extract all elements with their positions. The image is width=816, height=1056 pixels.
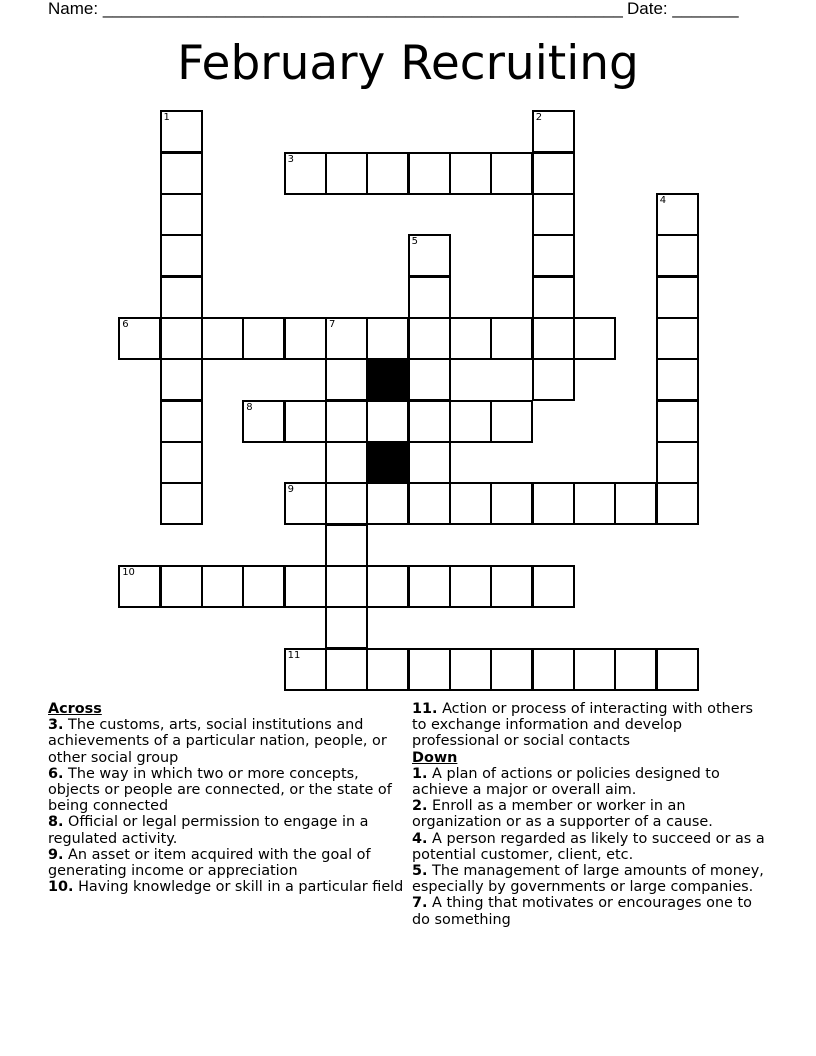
letter-cell[interactable] xyxy=(160,193,203,236)
letter-cell[interactable] xyxy=(656,193,699,236)
letter-cell[interactable] xyxy=(656,482,699,525)
letter-cell[interactable] xyxy=(490,317,533,360)
clue-number-label: 10 xyxy=(122,567,135,579)
clue-down-2 xyxy=(412,798,767,830)
letter-cell[interactable] xyxy=(449,482,492,525)
letter-cell[interactable] xyxy=(325,482,368,525)
clue-number-label: 4 xyxy=(659,194,667,206)
letter-cell[interactable] xyxy=(532,193,575,236)
clue-text: Action or process of interacting with others to exchange information and develop professional or social contacts xyxy=(412,701,754,750)
letter-cell[interactable] xyxy=(408,317,451,360)
clue-number-label: 2 xyxy=(535,112,543,124)
letter-cell[interactable] xyxy=(325,606,368,649)
clue-number-label: 5 xyxy=(411,236,419,248)
letter-cell[interactable] xyxy=(325,152,368,195)
letter-cell[interactable] xyxy=(366,400,409,443)
clues-right-column xyxy=(412,701,767,928)
letter-cell[interactable] xyxy=(160,317,203,360)
clue-text: Having knowledge or skill in a particular field xyxy=(73,879,404,896)
letter-cell[interactable] xyxy=(366,152,409,195)
clue-text: Enroll as a member or worker in an organization or as a supporter of a cause. xyxy=(412,798,713,831)
clue-number: 2. xyxy=(412,798,428,815)
clue-number: 5. xyxy=(412,863,428,880)
letter-cell[interactable] xyxy=(408,565,451,608)
letter-cell[interactable] xyxy=(408,441,451,484)
letter-cell[interactable] xyxy=(366,317,409,360)
letter-cell[interactable] xyxy=(118,565,161,608)
clue-number: 4. xyxy=(412,830,428,847)
letter-cell[interactable] xyxy=(532,648,575,691)
clue-text: The way in which two or more concepts, objects or people are connected, or the state of being connected xyxy=(48,765,392,815)
letter-cell[interactable] xyxy=(242,565,285,608)
clue-text: Official or legal permission to engage in a regulated activity. xyxy=(48,814,369,847)
letter-cell[interactable] xyxy=(614,648,657,691)
letter-cell[interactable] xyxy=(573,648,616,691)
clue-across-6 xyxy=(48,766,413,815)
letter-cell[interactable] xyxy=(490,482,533,525)
letter-cell[interactable] xyxy=(532,482,575,525)
letter-cell[interactable] xyxy=(284,565,327,608)
clue-across-8 xyxy=(48,814,413,846)
clue-across-3 xyxy=(48,717,413,766)
letter-cell[interactable] xyxy=(325,441,368,484)
letter-cell[interactable] xyxy=(284,482,327,525)
letter-cell[interactable] xyxy=(325,648,368,691)
letter-cell[interactable] xyxy=(366,565,409,608)
letter-cell[interactable] xyxy=(532,110,575,153)
letter-cell[interactable] xyxy=(284,152,327,195)
letter-cell[interactable] xyxy=(408,358,451,401)
clues-left-column xyxy=(48,701,413,895)
letter-cell[interactable] xyxy=(614,482,657,525)
clue-across-9 xyxy=(48,847,413,879)
clue-text: The management of large amounts of money, especially by governments or large companies. xyxy=(412,863,764,896)
letter-cell[interactable] xyxy=(160,358,203,401)
letter-cell[interactable] xyxy=(201,565,244,608)
letter-cell[interactable] xyxy=(284,648,327,691)
letter-cell[interactable] xyxy=(325,317,368,360)
clue-text: A person regarded as likely to succeed or as a potential customer, client, etc. xyxy=(412,830,765,863)
clue-down-7 xyxy=(412,895,767,927)
across-heading: Across xyxy=(48,701,102,717)
letter-cell[interactable] xyxy=(449,152,492,195)
clue-number: 8. xyxy=(48,814,64,831)
letter-cell[interactable] xyxy=(408,648,451,691)
letter-cell[interactable] xyxy=(490,152,533,195)
letter-cell[interactable] xyxy=(160,482,203,525)
letter-cell[interactable] xyxy=(160,400,203,443)
clue-across-11 xyxy=(412,701,767,750)
letter-cell[interactable] xyxy=(656,441,699,484)
clue-number: 10. xyxy=(48,879,74,896)
letter-cell[interactable] xyxy=(201,317,244,360)
letter-cell[interactable] xyxy=(408,152,451,195)
letter-cell[interactable] xyxy=(449,565,492,608)
letter-cell[interactable] xyxy=(366,648,409,691)
name-line[interactable]: _______________________________________________________ xyxy=(102,0,623,18)
letter-cell[interactable] xyxy=(449,400,492,443)
letter-cell[interactable] xyxy=(325,400,368,443)
letter-cell[interactable] xyxy=(160,110,203,153)
letter-cell[interactable] xyxy=(573,482,616,525)
clue-across-10 xyxy=(48,879,413,895)
clue-number-label: 7 xyxy=(328,318,336,330)
letter-cell[interactable] xyxy=(490,565,533,608)
letter-cell[interactable] xyxy=(573,317,616,360)
letter-cell[interactable] xyxy=(160,234,203,277)
letter-cell[interactable] xyxy=(242,400,285,443)
clue-text: A thing that motivates or encourages one to do something xyxy=(412,895,752,928)
letter-cell[interactable] xyxy=(532,358,575,401)
clue-number-label: 3 xyxy=(287,153,294,165)
letter-cell[interactable] xyxy=(449,317,492,360)
clue-number: 9. xyxy=(48,846,64,863)
clue-number: 1. xyxy=(412,765,428,782)
letter-cell[interactable] xyxy=(532,317,575,360)
letter-cell[interactable] xyxy=(118,317,161,360)
letter-cell[interactable] xyxy=(656,234,699,277)
date-label: Date: xyxy=(627,0,668,18)
letter-cell[interactable] xyxy=(408,400,451,443)
letter-cell[interactable] xyxy=(160,152,203,195)
clue-down-5 xyxy=(412,863,767,895)
clue-number-label: 8 xyxy=(246,401,253,413)
letter-cell[interactable] xyxy=(449,648,492,691)
clue-down-4 xyxy=(412,831,767,863)
letter-cell[interactable] xyxy=(408,276,451,319)
clue-number-label: 1 xyxy=(163,112,170,124)
clue-number: 6. xyxy=(48,765,64,782)
letter-cell[interactable] xyxy=(656,317,699,360)
clue-text: A plan of actions or policies designed to achieve a major or overall aim. xyxy=(412,765,720,799)
clue-text: An asset or item acquired with the goal of generating income or appreciation xyxy=(48,846,371,880)
letter-cell[interactable] xyxy=(532,276,575,319)
letter-cell[interactable] xyxy=(325,358,368,401)
letter-cell[interactable] xyxy=(284,400,327,443)
letter-cell[interactable] xyxy=(160,565,203,608)
letter-cell[interactable] xyxy=(408,482,451,525)
letter-cell[interactable] xyxy=(656,648,699,691)
letter-cell[interactable] xyxy=(242,317,285,360)
down-heading: Down xyxy=(412,749,458,766)
letter-cell[interactable] xyxy=(656,276,699,319)
letter-cell[interactable] xyxy=(160,441,203,484)
letter-cell[interactable] xyxy=(532,565,575,608)
letter-cell[interactable] xyxy=(325,565,368,608)
clue-number: 3. xyxy=(48,717,64,734)
clue-number: 7. xyxy=(412,895,428,912)
clue-down-1 xyxy=(412,766,767,798)
clue-number-label: 6 xyxy=(122,318,129,330)
clue-number-label: 9 xyxy=(287,484,294,496)
date-line[interactable]: _______ xyxy=(672,0,739,18)
name-label: Name: xyxy=(48,0,99,18)
letter-cell[interactable] xyxy=(408,234,451,277)
letter-cell[interactable] xyxy=(160,276,203,319)
letter-cell[interactable] xyxy=(656,400,699,443)
letter-cell[interactable] xyxy=(532,234,575,277)
clue-number: 11. xyxy=(412,701,438,717)
letter-cell[interactable] xyxy=(325,524,368,567)
black-cell xyxy=(366,358,409,401)
letter-cell[interactable] xyxy=(366,482,409,525)
black-cell xyxy=(366,441,409,484)
letter-cell[interactable] xyxy=(490,400,533,443)
letter-cell[interactable] xyxy=(284,317,327,360)
clue-number-label: 11 xyxy=(287,649,301,661)
clue-text: The customs, arts, social institutions and achievements of a particular nation, people, or other social group xyxy=(48,717,387,766)
letter-cell[interactable] xyxy=(656,358,699,401)
letter-cell[interactable] xyxy=(532,152,575,195)
letter-cell[interactable] xyxy=(490,648,533,691)
puzzle-title: February Recruiting xyxy=(177,36,639,91)
